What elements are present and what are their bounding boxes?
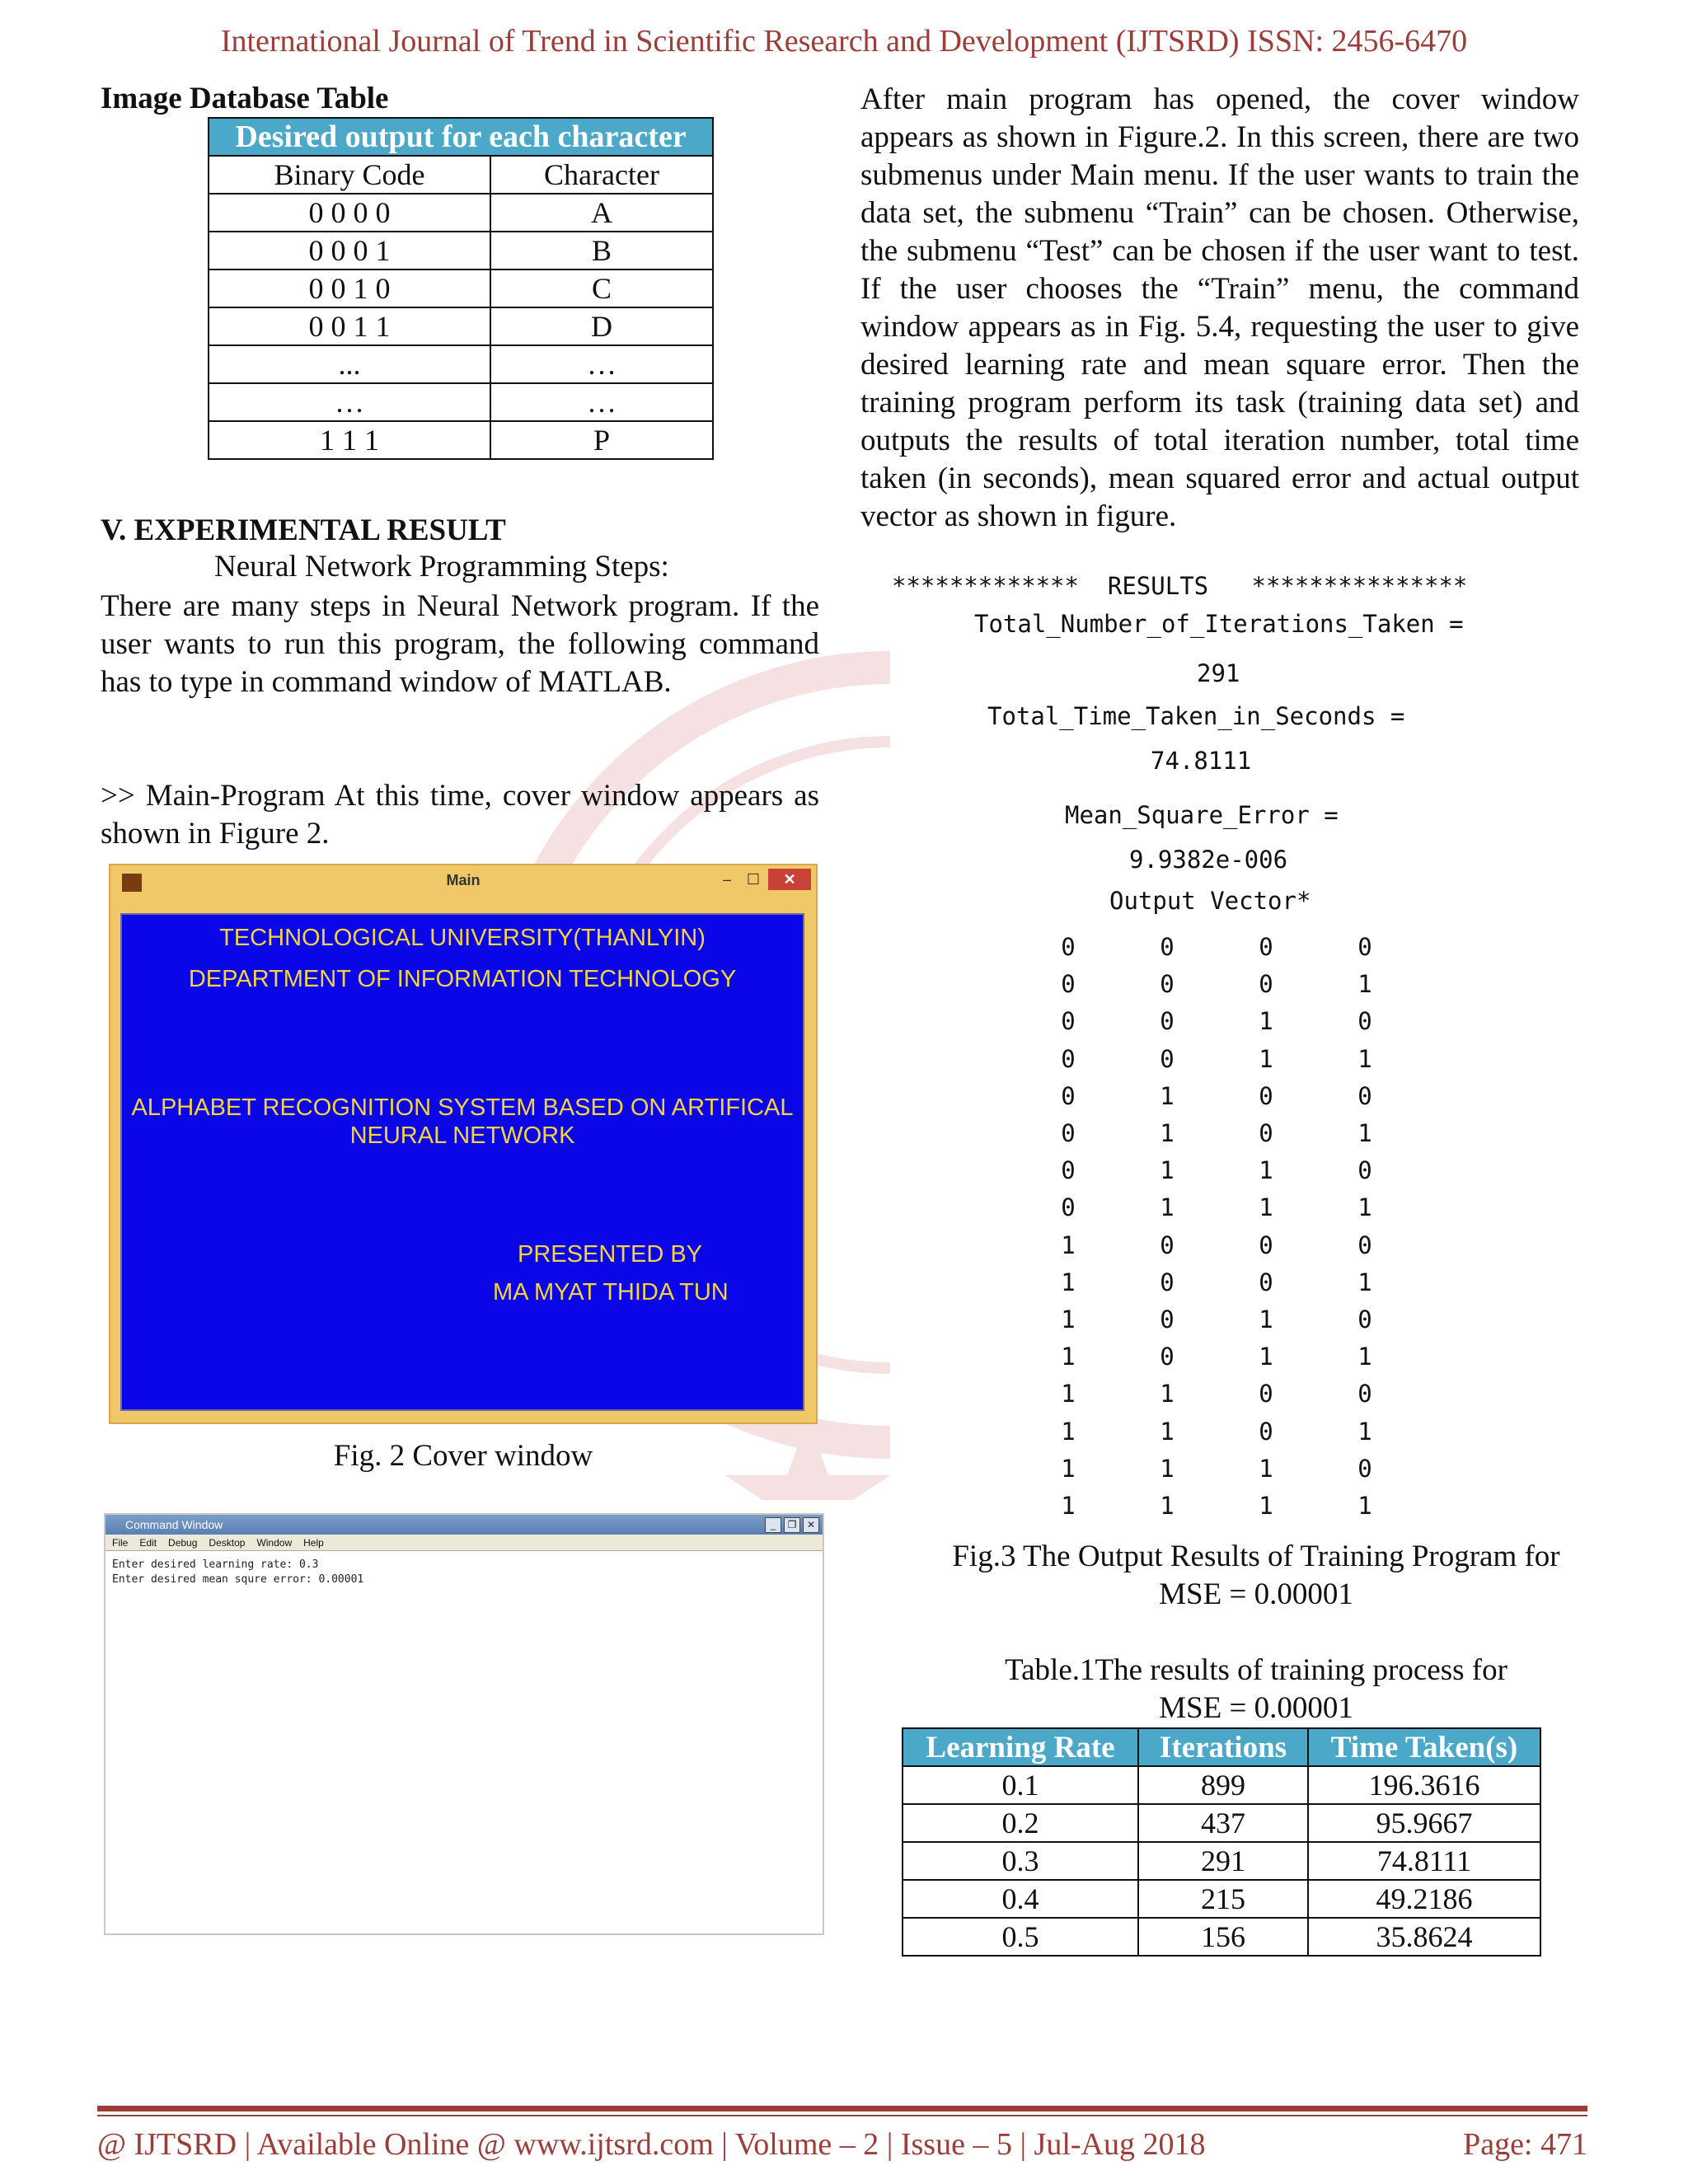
command-window: [104, 1513, 824, 1935]
output-vector-cell: 1: [1357, 1044, 1372, 1073]
maximize-icon[interactable]: ☐: [746, 871, 761, 888]
output-vector-cell: 0: [1259, 1081, 1273, 1110]
output-vector-cell: 1: [1357, 970, 1372, 999]
table-cell: A: [490, 194, 713, 232]
page-number: Page: 471: [1463, 2127, 1587, 2162]
table-row: [903, 1804, 1540, 1842]
output-vector-cell: 0: [1061, 1119, 1076, 1147]
table1-caption-1: Table.1The results of training process for: [1005, 1653, 1507, 1687]
output-vector-cell: 1: [1160, 1156, 1175, 1185]
output-vector-cell: 0: [1259, 1417, 1273, 1446]
table-cell: 0.3: [903, 1842, 1138, 1880]
cover-window-title: Main: [446, 872, 481, 888]
output-vector-cell: 0: [1160, 933, 1175, 961]
image-db-table-title: Desired output for each character: [209, 118, 713, 156]
output-vector-cell: 1: [1259, 1492, 1273, 1520]
output-vector-cell: 0: [1160, 1343, 1175, 1371]
para-main-program: >> Main-Program At this time, cover window appears as shown in Figure 2.: [101, 779, 819, 851]
cover-title-line1: ALPHABET RECOGNITION SYSTEM BASED ON ARTIFICAL: [131, 1094, 794, 1121]
menu-desktop[interactable]: Desktop: [209, 1537, 246, 1549]
output-vector-cell: 1: [1160, 1380, 1175, 1408]
footer: [97, 2126, 1587, 2163]
minimize-icon[interactable]: _: [765, 1517, 781, 1533]
table-cell: …: [209, 383, 490, 421]
para-cover-window-desc: After main program has opened, the cover window appears as shown in Figure.2. In this screen, there are two submenus under Main menu. If the user wants to train the data set, the submenu “Train” can be chosen. Otherwise, the submenu “Test” can be chosen if the user want to test. If the user chooses the “Train” menu, the command window appears as in Fig. 5.4, requesting the user to give desired learning rate and mean square error. Then the training program perform its task (training data set) and outputs the results of total iteration number, total time taken (in seconds), mean squared error and actual output vector as shown in figure.: [860, 82, 1579, 533]
output-vector-cell: 1: [1259, 1454, 1273, 1483]
table-cell: …: [490, 383, 713, 421]
menu-window[interactable]: Window: [256, 1537, 293, 1549]
table-cell: 0.5: [903, 1918, 1138, 1956]
table-cell: 0 0 1 1: [209, 307, 490, 345]
output-vector-cell: 1: [1061, 1492, 1076, 1520]
output-vector-cell: 1: [1160, 1454, 1175, 1483]
fig3-caption-2: MSE = 0.00001: [1159, 1577, 1353, 1611]
menu-edit[interactable]: Edit: [139, 1537, 157, 1549]
output-vector-cell: 0: [1061, 1007, 1076, 1036]
cover-university: TECHNOLOGICAL UNIVERSITY(THANLYIN): [219, 925, 706, 951]
output-vector-cell: 1: [1357, 1268, 1372, 1296]
console-mse-value: 9.9382e-006: [1129, 846, 1288, 874]
command-line: Enter desired learning rate: 0.3: [112, 1558, 319, 1571]
output-vector-cell: 1: [1259, 1305, 1273, 1333]
table-row: [209, 383, 713, 421]
window-controls: [715, 869, 811, 893]
close-icon[interactable]: ✕: [803, 1517, 819, 1533]
table-row: [903, 1880, 1540, 1918]
output-vector-cell: 1: [1259, 1193, 1273, 1222]
output-vector-cell: 0: [1357, 1305, 1372, 1333]
menu-help[interactable]: Help: [303, 1537, 324, 1549]
output-vector-cell: 0: [1357, 933, 1372, 961]
table-row: [209, 269, 713, 307]
output-vector-cell: 1: [1357, 1343, 1372, 1371]
output-vector-cell: 1: [1061, 1305, 1076, 1333]
output-vector-cell: 0: [1160, 1305, 1175, 1333]
table-cell: 0.1: [903, 1766, 1138, 1804]
footer-info: @ IJTSRD | Available Online @ www.ijtsrd.com | Volume – 2 | Issue – 5 | Jul-Aug 2018: [97, 2127, 1206, 2162]
cover-author: MA MYAT THIDA TUN: [493, 1279, 729, 1305]
output-vector-cell: 0: [1357, 1081, 1372, 1110]
output-vector-cell: 0: [1259, 933, 1273, 961]
output-vector-cell: 0: [1259, 1119, 1273, 1147]
output-vector-cell: 0: [1259, 1380, 1273, 1408]
output-vector-cell: 1: [1061, 1380, 1076, 1408]
table-row: [903, 1766, 1540, 1804]
close-icon[interactable]: ✕: [768, 869, 811, 890]
output-vector-cell: 1: [1259, 1044, 1273, 1073]
minimize-icon[interactable]: –: [722, 871, 731, 888]
output-vector-cell: 1: [1357, 1119, 1372, 1147]
output-vector-cell: 1: [1357, 1417, 1372, 1446]
table-cell: 437: [1138, 1804, 1308, 1842]
output-vector-cell: 0: [1259, 970, 1273, 999]
table-cell: D: [490, 307, 713, 345]
console-results-line: ************* RESULTS ***************: [892, 572, 1468, 600]
table-row: [209, 194, 713, 232]
table-cell: 1 1 1: [209, 421, 490, 459]
output-vector-cell: 1: [1061, 1268, 1076, 1296]
output-vector-cell: 1: [1160, 1119, 1175, 1147]
output-vector-cell: 1: [1160, 1081, 1175, 1110]
table-row: [209, 345, 713, 383]
output-vector-cell: 0: [1061, 1193, 1076, 1222]
output-vector-cell: 0: [1357, 1007, 1372, 1036]
training-results-table: [902, 1727, 1541, 1957]
footer-rule-thin: [97, 2115, 1587, 2116]
output-vector-cell: 1: [1357, 1193, 1372, 1222]
console-time-value: 74.8111: [1151, 747, 1252, 775]
output-vector-cell: 1: [1061, 1343, 1076, 1371]
table1-header-learning-rate: Learning Rate: [903, 1728, 1138, 1766]
fig3-caption-1: Fig.3 The Output Results of Training Program for: [952, 1540, 1560, 1573]
table-cell: C: [490, 269, 713, 307]
table-cell: 899: [1138, 1766, 1308, 1804]
table-row: [209, 232, 713, 269]
console-mse-label: Mean_Square_Error =: [1065, 801, 1339, 829]
console-output-vector-label: Output Vector*: [1109, 887, 1311, 915]
table-row: [903, 1918, 1540, 1956]
output-vector-cell: 0: [1061, 1156, 1076, 1185]
output-vector-cell: 1: [1061, 1454, 1076, 1483]
output-vector-cell: 1: [1357, 1492, 1372, 1520]
table-row: [903, 1842, 1540, 1880]
cover-window: [109, 864, 818, 1424]
table-cell: 0 0 1 0: [209, 269, 490, 307]
table-cell: B: [490, 232, 713, 269]
steps-heading: Neural Network Programming Steps:: [214, 550, 669, 583]
cover-title-line2: NEURAL NETWORK: [349, 1122, 575, 1149]
output-vector-cell: 1: [1061, 1230, 1076, 1259]
command-window-title: Command Window: [106, 1515, 823, 1535]
table-cell: 49.2186: [1308, 1880, 1540, 1918]
command-line: Enter desired mean squre error: 0.00001: [112, 1573, 364, 1586]
table1-header-iterations: Iterations: [1138, 1728, 1308, 1766]
image-db-header-character: Character: [490, 156, 713, 194]
table-row: [209, 421, 713, 459]
image-database-table: [208, 117, 714, 460]
output-vector-cell: 0: [1259, 1230, 1273, 1259]
output-vector-cell: 0: [1061, 970, 1076, 999]
output-vector-cell: 1: [1061, 1417, 1076, 1446]
fig2-caption: Fig. 2 Cover window: [333, 1439, 593, 1473]
console-time-label: Total_Time_Taken_in_Seconds =: [987, 702, 1405, 730]
output-vector-cell: 0: [1160, 1007, 1175, 1036]
output-vector-cell: 1: [1259, 1156, 1273, 1185]
console-iter-value: 291: [1197, 659, 1240, 687]
footer-rule: [97, 2106, 1587, 2111]
output-vector-cell: 0: [1061, 933, 1076, 961]
table1-caption-2: MSE = 0.00001: [1159, 1691, 1353, 1725]
output-vector-cell: 0: [1259, 1268, 1273, 1296]
section-heading: V. EXPERIMENTAL RESULT: [101, 513, 506, 547]
cover-titlebar: [110, 865, 816, 902]
output-vector-cell: 0: [1160, 1230, 1175, 1259]
table-cell: 0 0 0 1: [209, 232, 490, 269]
output-vector-cell: 1: [1259, 1007, 1273, 1036]
restore-icon[interactable]: ❐: [784, 1517, 800, 1533]
output-vector-cell: 1: [1160, 1417, 1175, 1446]
cover-presented-by: PRESENTED BY: [518, 1241, 702, 1268]
command-window-controls: [765, 1517, 819, 1533]
command-window-menubar: [106, 1535, 823, 1551]
output-vector-cell: 0: [1357, 1454, 1372, 1483]
table-cell: ...: [209, 345, 490, 383]
output-vector-cell: 1: [1259, 1343, 1273, 1371]
output-vector-cell: 0: [1061, 1044, 1076, 1073]
table-cell: …: [490, 345, 713, 383]
table-cell: 0.4: [903, 1880, 1138, 1918]
table-cell: 74.8111: [1308, 1842, 1540, 1880]
para-steps: There are many steps in Neural Network program. If the user wants to run this program, the following command has to type in command window of MATLAB.: [101, 589, 819, 699]
output-vector-cell: 0: [1357, 1230, 1372, 1259]
output-vector-cell: 0: [1160, 970, 1175, 999]
command-output[interactable]: [112, 1558, 363, 1587]
image-db-header-binary: Binary Code: [209, 156, 490, 194]
menu-debug[interactable]: Debug: [168, 1537, 198, 1549]
output-vector-cell: 0: [1160, 1044, 1175, 1073]
cover-department: DEPARTMENT OF INFORMATION TECHNOLOGY: [188, 966, 737, 992]
menu-file[interactable]: File: [112, 1537, 129, 1549]
table-cell: 291: [1138, 1842, 1308, 1880]
table-cell: 215: [1138, 1880, 1308, 1918]
table-cell: 0 0 0 0: [209, 194, 490, 232]
table-cell: 196.3616: [1308, 1766, 1540, 1804]
table-row: [209, 307, 713, 345]
output-vector-cell: 0: [1357, 1156, 1372, 1185]
table1-header-time: Time Taken(s): [1308, 1728, 1540, 1766]
output-vector-cell: 0: [1061, 1081, 1076, 1110]
console-iter-label: Total_Number_of_Iterations_Taken =: [974, 610, 1464, 638]
journal-header: International Journal of Trend in Scientific Research and Development (IJTSRD) ISSN: 2456-6470: [220, 24, 1468, 59]
table-cell: 95.9667: [1308, 1804, 1540, 1842]
table-cell: 0.2: [903, 1804, 1138, 1842]
cover-panel: [120, 913, 804, 1411]
table-cell: 156: [1138, 1918, 1308, 1956]
output-vector-cell: 1: [1160, 1492, 1175, 1520]
output-vector-cell: 0: [1160, 1268, 1175, 1296]
image-db-heading: Image Database Table: [101, 82, 389, 115]
output-vector-cell: 1: [1160, 1193, 1175, 1222]
output-vector-cell: 0: [1357, 1380, 1372, 1408]
table-cell: P: [490, 421, 713, 459]
table-cell: 35.8624: [1308, 1918, 1540, 1956]
